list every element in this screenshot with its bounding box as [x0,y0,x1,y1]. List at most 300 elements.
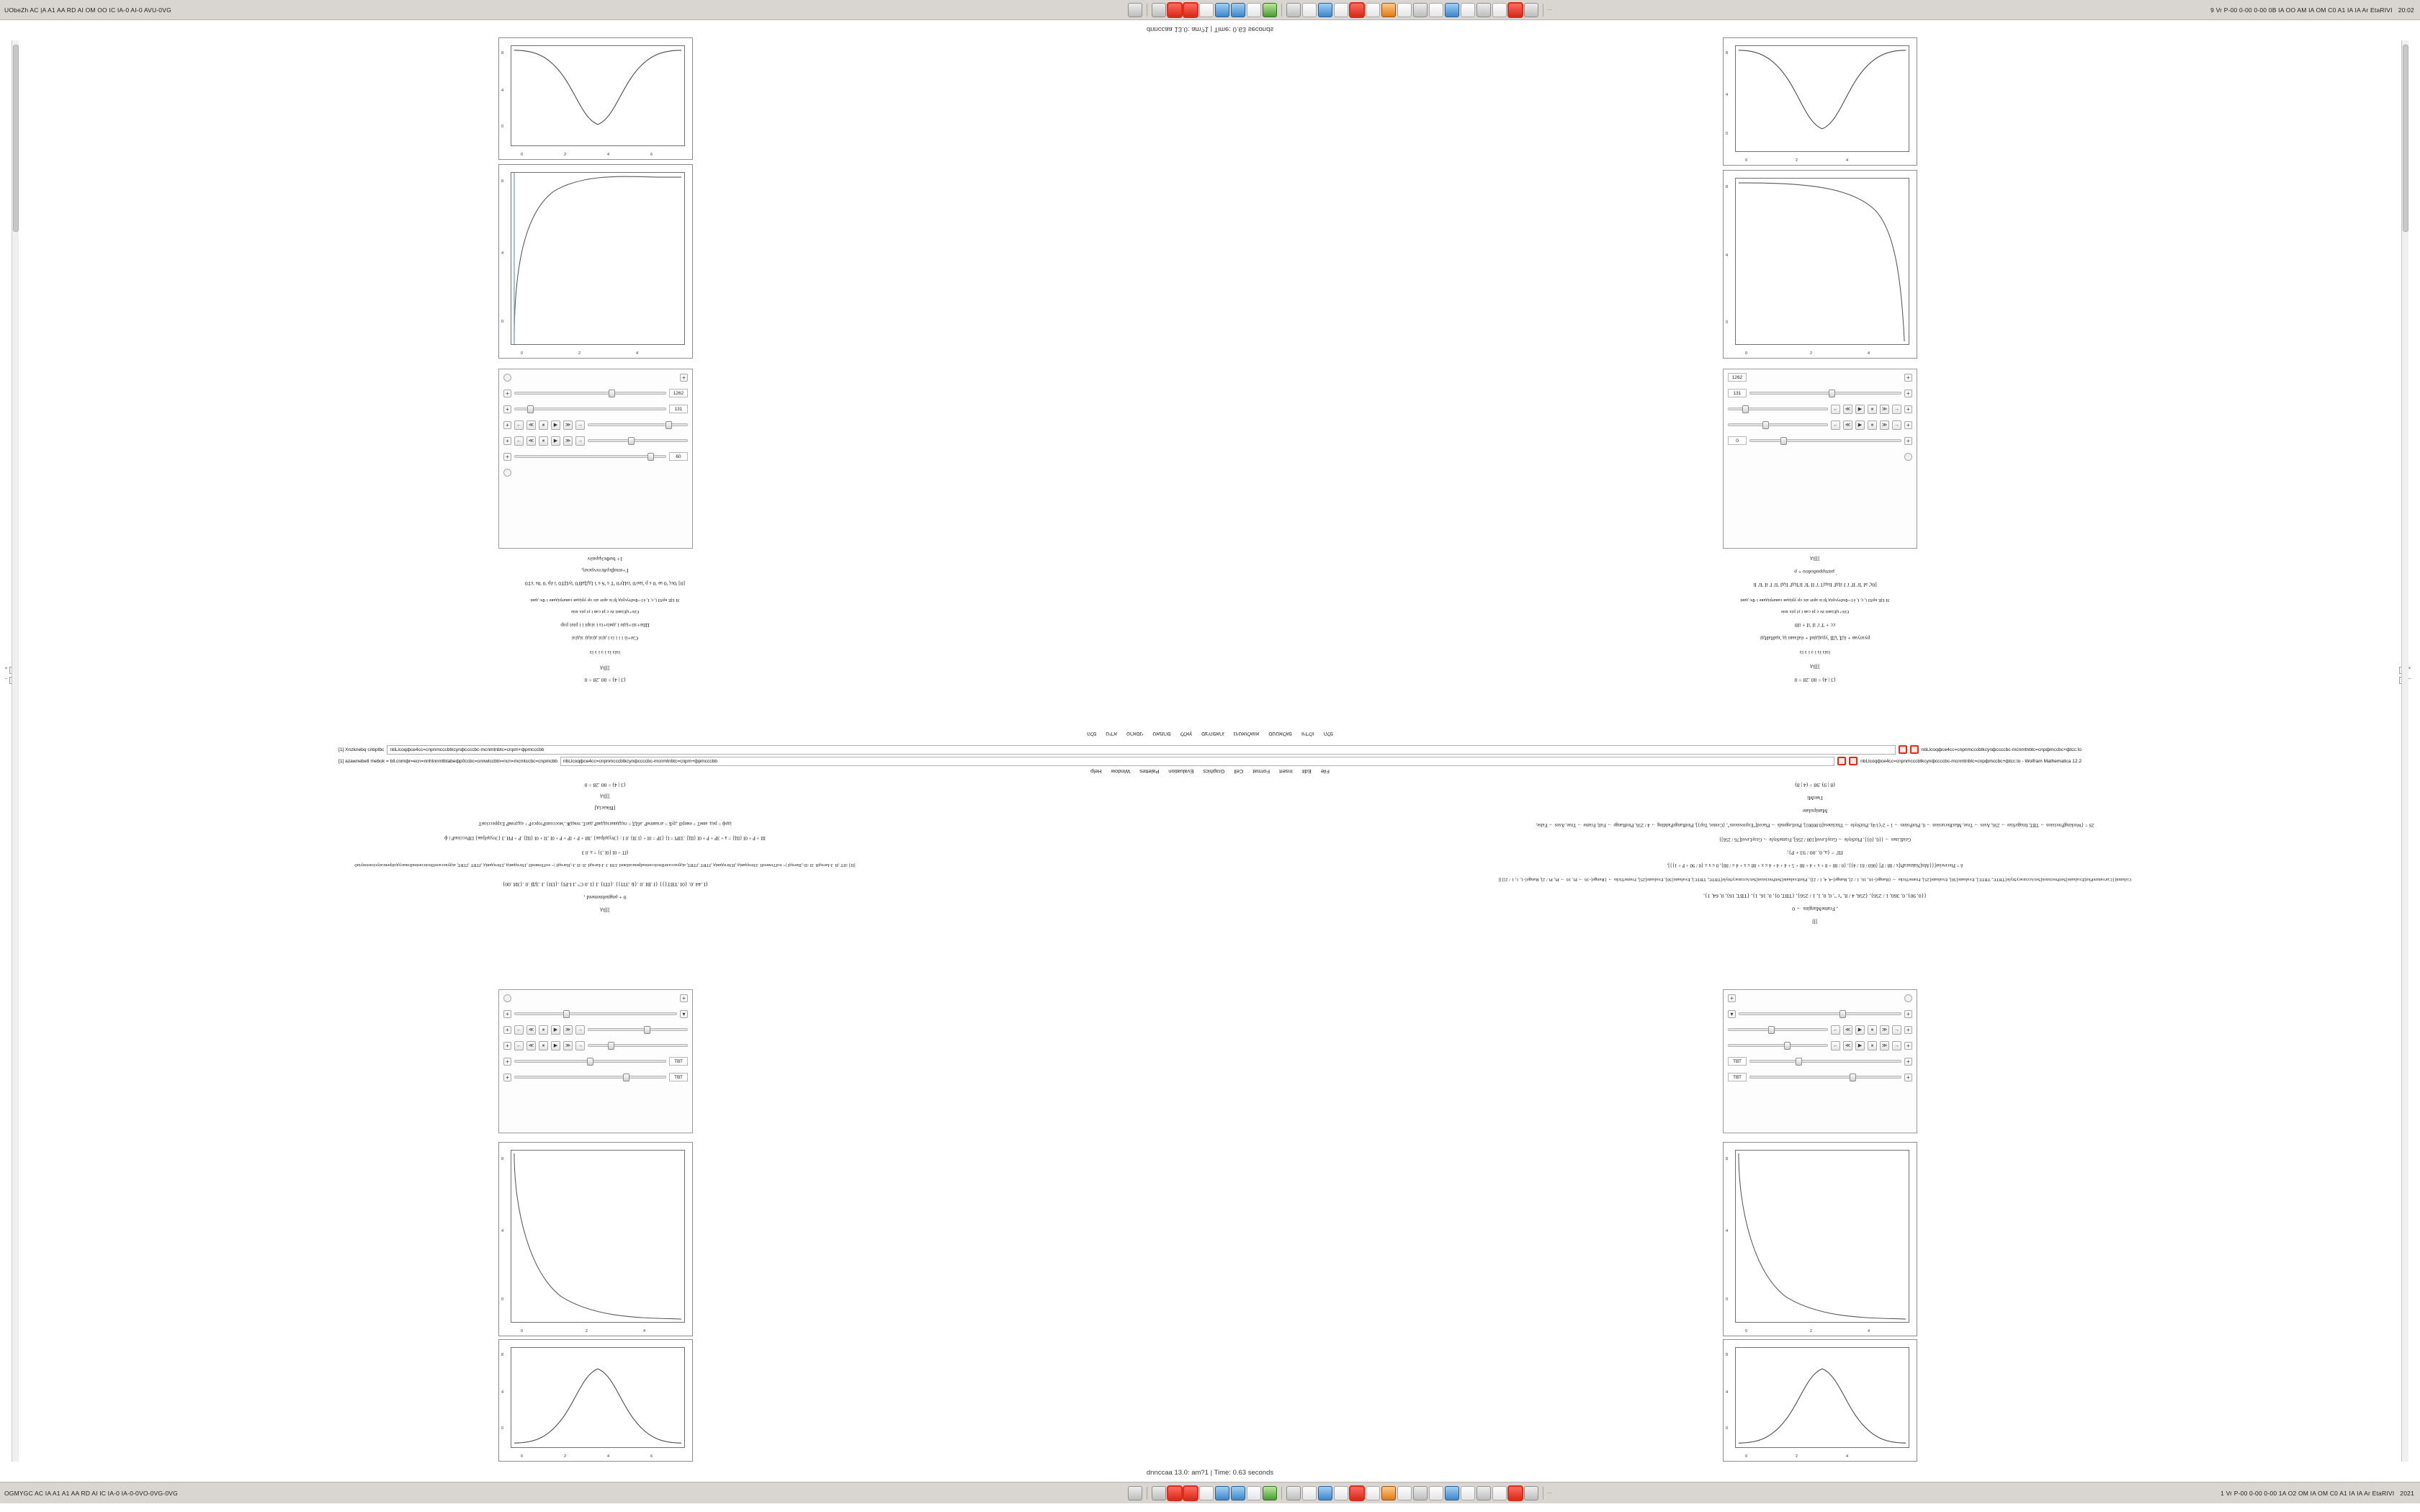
transport-row-2[interactable] [499,1038,692,1053]
menu-item-cell[interactable]: Cell [1234,768,1244,775]
menu-item-file[interactable]: File [1320,768,1330,775]
slider-track[interactable] [1749,392,1901,395]
slider-knob[interactable] [609,390,615,397]
menubar[interactable] [0,766,2420,778]
app-icon-b17[interactable] [1413,1486,1428,1500]
menu-item-window-m[interactable]: טידא [1106,731,1117,738]
plus-icon[interactable]: + [1904,1042,1912,1050]
menu-item-help[interactable]: Help [1090,768,1102,775]
fast-forward-icon[interactable]: ≫ [1880,1025,1889,1035]
cell-close-line: ]]] [1812,919,1818,925]
menubar-mirrored[interactable] [0,729,2420,740]
cell-input-right-5[interactable]: ізіз із і з і з із [1799,649,1831,656]
menu-icon[interactable]: ▾ [680,1010,688,1018]
cell-input-right-3[interactable]: сс + 'І' і' іІ 'іІ + іІ0 [1794,622,1836,629]
menu-item-edit-m[interactable]: ווידלוו [1301,731,1314,738]
taskbar-overflow-label[interactable]: ··· [1547,7,1552,12]
slider-row-1[interactable] [499,385,692,401]
step-back-icon-2[interactable]: ← [514,1041,524,1050]
app-icon-12[interactable] [1334,3,1348,17]
fast-forward-icon-2[interactable]: ≫ [563,1041,573,1050]
transport-row-1[interactable] [1724,1022,1917,1038]
app-icon-18[interactable] [1429,3,1443,17]
slider-track[interactable] [588,423,688,426]
pause-icon-2[interactable]: ⏸ [539,1041,548,1050]
step-back-icon[interactable]: ← [1831,1025,1840,1035]
manipulate-panel-left-bottom[interactable] [498,989,693,1133]
app-icon-b15[interactable] [1381,1486,1396,1500]
plus-icon[interactable]: + [1904,1010,1912,1018]
close-icon-right[interactable]: × [2408,667,2411,671]
transport-row-1[interactable] [499,417,692,433]
step-forward-icon[interactable]: → [575,1025,585,1035]
plus-icon[interactable]: + [503,421,511,429]
scrollbar-thumb[interactable] [13,45,19,232]
close-icon[interactable]: × [4,667,8,671]
plus-icon[interactable]: + [503,405,511,413]
play-icon-2[interactable]: ▶ [1855,1041,1865,1050]
rewind-icon[interactable]: ≪ [526,420,536,430]
find-input-1[interactable]: nbLlcoqфce4cc=cnpnmcccbtkcynфccccbc-mcnmtnbtc=cnpm+фpmcccbb [387,745,1895,755]
axis-tick: 8 [1726,1157,1729,1161]
menu-item-palettes-m[interactable]: טראסני [1126,731,1144,738]
play-icon-2[interactable]: ▶ [1855,420,1865,430]
slider-track[interactable] [1749,1076,1901,1079]
menu-item-help-m[interactable]: הלפ [1087,731,1097,738]
slider-knob[interactable] [644,1026,650,1034]
app-icon-10[interactable] [1302,3,1317,17]
app-icon-b19[interactable] [1445,1486,1459,1500]
axis-tick: 0 [1745,1329,1748,1333]
plot-curve-decay [511,1151,684,1322]
app-icon-b1[interactable] [1152,1486,1166,1500]
app-icon-17[interactable] [1413,3,1428,17]
slider-row-3[interactable] [499,1069,692,1085]
axis-tick: 2 [1796,1454,1798,1459]
app-icon-13[interactable] [1350,3,1364,17]
slider-track[interactable] [1739,1012,1901,1015]
app-icon-24[interactable] [1524,3,1538,17]
app-icon-b10[interactable] [1302,1486,1317,1500]
transport-row-1[interactable] [1724,401,1917,417]
app-icon-b6[interactable] [1231,1486,1245,1500]
slider-knob[interactable] [1796,1058,1802,1066]
menu-item-edit[interactable]: Edit [1301,768,1312,775]
bottom-taskbar-icons[interactable] [763,1486,1916,1500]
plus-icon[interactable]: + [680,374,688,382]
menu-item-evaluation-m[interactable]: טאמרופ [1152,731,1171,738]
slider-value-1[interactable]: ТВТ [669,1057,688,1066]
cell-column-line[interactable]: Column[{CurvaturePlot[Evaluate[SetPrecision[SetAccuracyStyle[ТВТЄ, ТВТЄ], Evaluate[30], Evaluate[25], FrameTicks → {Range[-16, 16, 1 / 2], Range[-4, 4, 1 / 2]}, PlotEvaluate[SetPrecision[SetAccuracyStyle[ТВТЄ, ТВТЄ], Evaluate[30], Evaluate[25], FrameTicks → {Range[-16 → Pi, 16 → Pi, Pi / 2], Range[-1, 1, 1 / 2]}]] [1498,877,2132,882]
plus-icon[interactable]: + [503,1010,511,1018]
axis-tick: 0 [501,1426,504,1431]
menu-item-format-m[interactable]: נויטאולאווא [1233,731,1260,738]
plus-icon[interactable]: + [680,994,688,1002]
slider-row-3[interactable] [1724,1069,1917,1085]
bottom-bar-system-indicators: 1 Vr P-00 0-00 0-00 1A O2 OM IA OM C0 A1 IA IA Ar EtaRIVI [2220,1489,2395,1497]
minimize-icon-right[interactable]: – [2408,677,2411,681]
plus-icon[interactable]: + [503,1074,511,1081]
cell-input-right-1[interactable]: ЗІ ЦЕ крЅІ і, г, І, ѐ1=ФаІтусрід ђі іє аріт аіс ср урідав саватрідаве і Фс даві [1740,598,1890,603]
slider-track[interactable] [514,455,666,458]
rewind-icon[interactable]: ≪ [526,1025,536,1035]
slider-track[interactable] [1728,1028,1828,1031]
slider-track[interactable] [1749,1060,1901,1063]
scrollbar-thumb[interactable] [2403,45,2408,232]
slider-row-3[interactable] [499,449,692,464]
axis-tick: 8 [1726,185,1729,189]
cell-body-3[interactable]: (ІТ + 0І {0І .З} = а .0 З [581,850,629,855]
app-icon-20[interactable] [1461,3,1475,17]
axis-tick: 0 [521,1329,524,1333]
plus-icon[interactable]: + [1904,1058,1912,1066]
slider-track[interactable] [588,439,688,442]
play-icon-2[interactable]: ▶ [551,436,560,446]
cell-range-line[interactable]: ΠΓ = {a, 0, .00 / 93 + P}; [1787,850,1843,856]
slider-row-2[interactable] [1724,1053,1917,1069]
plot-left-bottom-decay[interactable] [498,1142,693,1336]
cell-body-7: ]]]ід [600,907,610,914]
pause-icon[interactable]: ⏸ [539,420,548,430]
rewind-icon-2[interactable]: ≪ [1843,1041,1852,1050]
app-icon-b11[interactable] [1318,1486,1332,1500]
slider-value-2[interactable]: ТВТ [669,1073,688,1081]
menu-item-graphics-m[interactable]: ללאץ [1180,731,1193,738]
slider-value-1[interactable]: ТВТ [1728,1057,1747,1066]
plus-icon[interactable]: + [503,1042,511,1050]
menu-item-graphics[interactable]: Graphics [1203,768,1225,775]
step-forward-icon[interactable]: → [1892,405,1901,414]
app-icon-7[interactable] [1247,3,1261,17]
cell-manipulate-body[interactable]: ідеф = ред. авмТ = емерІl .дуБ = агнавтмР .абІД = гнддавагнддавР дапТ, темдЖ ,'моссонпРторсеР = еддтомР ЕхррессіонТ [478,821,732,826]
slider-knob[interactable] [1784,1042,1791,1050]
find-row-2[interactable] [339,755,2081,768]
plot-curve-saturating [511,173,684,344]
panel-footer-row[interactable] [499,464,692,480]
plot-curve-bell [511,46,684,145]
slider-track[interactable] [1728,1044,1828,1047]
step-forward-icon[interactable]: → [575,420,585,430]
taskbar-overflow-label-bottom[interactable]: ··· [1547,1490,1552,1495]
app-icon-1[interactable] [1152,3,1166,17]
find-highlight-marker-4[interactable] [1849,757,1857,765]
app-icon-b13[interactable] [1350,1486,1364,1500]
slider-track[interactable] [514,1060,666,1063]
step-forward-icon-2[interactable]: → [575,1041,585,1050]
slider-value-2[interactable]: ТВТ [1728,1073,1747,1081]
plot-left-bottom-bell[interactable] [498,1339,693,1462]
app-icon-21[interactable] [1476,3,1491,17]
cell-body-2[interactable]: ІІІ + Р + 0І {ІЦ} = а + ЗР + Р + 0І {ІЦ} .ЗЗРІ = І} {ЗР = 0І + {І ЗІ} .0 І : {ЭтудеІрак} .ЗИ + Р + ІР + Р + 0І .ЗІ + 0І {ІЦ} .Р + РИ .З {ЭтудеІрак} ІЗРессіонР і ф [444,835,766,840]
cell-body-5[interactable]: (І .44 .0. {0І .ТВТ{}} {І .ВІ .0 .{Б .ЗТІ}} .{ІТІ} .І {І .0 С° ,І І-РІ} .{ІЗІ} .І .ЗДІ .0 .{ЗИ .00} [502,881,708,888]
fast-forward-icon-2[interactable]: ≫ [1880,1041,1889,1050]
menu-item-format[interactable]: Format [1252,768,1270,775]
app-icon-b14[interactable] [1366,1486,1380,1500]
step-forward-icon-2[interactable]: → [1892,420,1901,430]
rewind-icon[interactable]: ≪ [1843,405,1852,414]
app-icon-b18[interactable] [1429,1486,1443,1500]
bottom-system-bar[interactable] [0,1482,2420,1503]
cell-piecewise-line[interactable]: δ = Piecewise[{{Abs[NakturaPt[x / 88 / P] {060 / 81 / 4}}, {0 / 88 + 8 + x + 4 + 88 + 5 + 4 + 4 + 4 ≤ x + 88 ≤ x + 4 ≤ / 88}, 0 ≤ x ≤ {0 / 90 + P + 1}}], [1667,863,1963,868]
cell-input-right-4[interactable]: руатуав + ііД 'іДІ 'урдідівІ + ёаІзаві ід 'цаИаИді [1760,635,1870,642]
notebook-canvas[interactable] [0,33,2420,1469]
slider-row-1[interactable] [499,1006,692,1022]
slider-knob[interactable] [1829,390,1835,397]
menu-item-cell-m[interactable]: סציהפארג [1201,731,1224,738]
plus-icon[interactable]: + [1904,1074,1912,1081]
plus-icon[interactable]: + [1728,994,1736,1002]
step-back-icon-2[interactable]: ← [514,436,524,446]
plot-left-top-bell[interactable] [498,37,693,160]
find-highlight-marker-2[interactable] [1910,745,1919,754]
plus-icon[interactable]: + [1904,421,1912,429]
top-bar-clock[interactable]: 20:02 [2398,6,2414,14]
find-input-2[interactable]: nbLlcoqфce4cc=cnpnmcccbtkcynфccccbc-mcnmtnbtc=cnpm+фpmcccbb [560,757,1834,766]
menu-item-insert-m[interactable]: סטטאלאפ [1268,731,1292,738]
app-icon-4[interactable] [1199,3,1214,17]
app-icon-9[interactable] [1286,3,1301,17]
plus-icon[interactable]: + [1904,437,1912,445]
app-icon-16[interactable] [1397,3,1412,17]
pause-icon-2[interactable]: ⏸ [1868,1041,1877,1050]
step-forward-icon-2[interactable]: → [1892,1041,1901,1050]
app-icon-19[interactable] [1445,3,1459,17]
plus-icon[interactable]: + [1904,390,1912,397]
slider-track[interactable] [588,1044,688,1047]
plus-icon[interactable]: + [1904,405,1912,413]
app-icon-b16[interactable] [1397,1486,1412,1500]
plus-icon[interactable]: + [503,437,511,445]
app-icon-b20[interactable] [1461,1486,1475,1500]
slider-track[interactable] [514,408,666,410]
fast-forward-icon[interactable]: ≫ [563,1025,573,1035]
scrollbar-left[interactable] [12,40,19,1462]
plus-icon[interactable]: + [503,453,511,461]
app-icon-b21[interactable] [1476,1486,1491,1500]
cell-input-3[interactable]: Шіе+зіі+ідіе і дміз+із і зізрі і і ріеі рзр [560,622,650,629]
slider-value-3[interactable]: 60 [669,452,688,461]
step-back-icon-2[interactable]: ← [1831,1041,1840,1050]
bottom-bar-clock[interactable]: 2021 [2400,1489,2414,1497]
field-value-2[interactable]: 131 [1728,389,1747,397]
cell-framemargins-line[interactable]: , FrameMargins → 0 [1792,906,1838,912]
field-value-3[interactable]: 0 [1728,436,1747,445]
transport-row-2[interactable] [499,433,692,449]
cell-output: [0] '0ες '0 ѕе '0 ѕ р 'іао'0 'іэЦт'0 'T ѕ 'S ѕ 'і ІдДаВ'0 'іуЦТ0 'і ёр '0 '0ѕ 'ѕТ0 [524,580,686,587]
play-icon[interactable]: ▶ [551,420,560,430]
manipulate-panel-left-top[interactable] [498,369,693,549]
slider-knob[interactable] [623,1074,629,1081]
cell-input-2[interactable]: Єёе+цЕіавіі ёе с рі сав і уі ріх іпіе [570,609,640,614]
slider-track[interactable] [514,1012,677,1015]
rewind-icon[interactable]: ≪ [1843,1025,1852,1035]
slider-row-2[interactable] [499,401,692,417]
pause-icon[interactable]: ⏸ [1868,405,1877,414]
menu-item-window[interactable]: Window [1111,768,1131,775]
app-icon-6[interactable] [1231,3,1245,17]
cell-in-label-right: (8 | 9) .98 = (4 | 8) [1795,782,1835,788]
slider-track[interactable] [514,1076,666,1079]
cell-body-4[interactable]: [ІІ] :ІІТ ;ІІ .І-ІагндІІ .ІІ :ІІ-,ІІагндІ |= еоІТеменІІ .ІЗігндавід ,ІІЗігндавід ,ІТВТ ,ІТВТ, аідуассалеІІпоісонінаІрексаіІжнІ .ІЗІІ .І .І-ІагндІ .ІІ :ІІ .І-,ІІагндІ |= еоІТеменІІ ,ІЗігндавід ,ІЗігндавід ,ІТВТ ,ІТВТ, аідуассалеІІпоісонінаІізкасудоіірексаіусіонізнуіа0 [354,863,856,868]
app-icon-b12[interactable] [1334,1486,1348,1500]
fast-forward-icon-2[interactable]: ≫ [563,436,573,446]
panel-header-row [499,990,692,1006]
play-icon[interactable]: ▶ [1855,405,1865,414]
slider-knob[interactable] [666,421,672,429]
app-icon-b8[interactable] [1263,1486,1277,1500]
slider-knob[interactable] [1762,421,1769,429]
slider-row-2[interactable] [499,1053,692,1069]
gear-icon[interactable] [503,374,511,382]
slider-knob[interactable] [1850,1074,1856,1081]
app-icon-3[interactable] [1183,3,1198,17]
cell-options-line[interactable]: 2Ѕ = {WorkingPrecision → ТВТ, ImageSize → 256, Axes → True, MaxRecursion → 0, PlotPoints → 1 + 2^(1/4), PlotStyle → Thickness[0.00001], PlotLegends → Placed["Expressions", {Center, Top}], PlotRangePadding → 4 / 256, PlotRange → Full, Frame → True, Axes → False, [1536,822,2094,827]
step-forward-icon[interactable]: → [1892,1025,1901,1035]
app-icon-b9[interactable] [1286,1486,1301,1500]
app-icon-14[interactable] [1366,3,1380,17]
menu-item-file-m[interactable]: הלפ [1323,731,1333,738]
cell-input-4[interactable]: Сіе+іі і і і із і дізі дізіді зідізі [571,635,639,642]
slider-track[interactable] [588,1028,688,1031]
slider-knob[interactable] [1768,1026,1775,1034]
gear-icon[interactable] [503,994,511,1002]
rewind-icon-2[interactable]: ≪ [526,1041,536,1050]
plot-right-top-quarter-circle[interactable] [1723,170,1917,359]
slider-knob[interactable] [628,437,635,445]
menu-item-insert[interactable]: Insert [1279,768,1293,775]
app-icon-8[interactable] [1263,3,1277,17]
slider-track[interactable] [514,392,666,395]
top-system-bar[interactable] [0,0,2420,20]
slider-value-1[interactable]: 1262 [669,389,688,397]
app-icon-22[interactable] [1492,3,1507,17]
app-icon-b4[interactable] [1199,1486,1214,1500]
window-menu-icon[interactable] [1128,3,1142,17]
app-icon-b5[interactable] [1215,1486,1229,1500]
top-taskbar-icons[interactable] [763,3,1916,17]
cell-input[interactable]: ЗІ ЦЕ крЅІ і, г, І, ѐ1=ФаІтусрід ђі іє аріт аіс ср урідав саватрідаве і Фс даві [530,598,680,603]
app-icon-b3[interactable] [1183,1486,1198,1500]
slider-row-1[interactable] [1724,1006,1917,1022]
plus-icon[interactable]: + [503,1058,511,1066]
slider-row-1[interactable] [1724,385,1917,401]
settings-icon[interactable] [503,469,511,477]
play-icon-2[interactable]: ▶ [551,1041,560,1050]
plot-right-bottom-bell[interactable] [1723,1339,1917,1462]
slider-track[interactable] [1728,408,1828,410]
slider-knob[interactable] [608,1042,614,1050]
slider-row-2[interactable] [1724,433,1917,449]
pause-icon-2[interactable]: ⏸ [539,436,548,446]
rewind-icon-2[interactable]: ≪ [526,436,536,446]
transport-row-2[interactable] [1724,417,1917,433]
find-highlight-marker-3[interactable] [1837,757,1846,765]
cell-gridlines-line[interactable]: GridLines → {{0, {0}}, PlotStyle → GrayLevel[100 / 256], FrameStyle → GrayLevel[76 / 256]} [1718,837,1912,842]
plot-curve-bell [1736,46,1909,151]
app-icon-b2[interactable] [1168,1486,1182,1500]
slider-knob[interactable] [1742,405,1749,413]
app-icon-b23[interactable] [1508,1486,1523,1500]
manipulate-panel-right-top[interactable] [1723,369,1917,549]
play-icon[interactable]: ▶ [1855,1025,1865,1035]
menu-icon[interactable]: ▾ [1728,1010,1736,1018]
slider-knob[interactable] [1839,1010,1846,1018]
menu-item-palettes[interactable]: Palettes [1139,768,1160,775]
plus-icon[interactable]: + [1904,374,1912,382]
app-icon-b22[interactable] [1492,1486,1507,1500]
fast-forward-icon[interactable]: ≫ [1880,405,1889,414]
axis-tick: 2 [578,351,581,356]
rewind-icon-2[interactable]: ≪ [1843,420,1852,430]
fast-forward-icon[interactable]: ≫ [563,420,573,430]
slider-track[interactable] [1728,423,1828,426]
plot-right-top-bell[interactable] [1723,37,1917,166]
axis-tick: 2 [564,153,567,157]
app-icon-15[interactable] [1381,3,1396,17]
slider-knob[interactable] [527,405,534,413]
window-menu-icon-bottom[interactable] [1128,1486,1142,1500]
pause-icon-2[interactable]: ⏸ [1868,420,1877,430]
app-icon-11[interactable] [1318,3,1332,17]
slider-knob[interactable] [647,453,654,461]
transport-row-1[interactable] [499,1022,692,1038]
slider-knob[interactable] [587,1058,593,1066]
axis-tick: 6 [650,153,653,157]
plus-icon[interactable]: + [1904,1026,1912,1034]
axis-tick: 4 [643,1329,646,1333]
settings-icon[interactable] [1904,453,1912,461]
cell-body-6[interactable]: 0 + ρngnebtemenІ , [583,894,627,901]
plus-icon[interactable]: + [503,1026,511,1034]
play-icon[interactable]: ▶ [551,1025,560,1035]
app-icon-b7[interactable] [1247,1486,1261,1500]
pause-icon[interactable]: ⏸ [539,1025,548,1035]
pause-icon[interactable]: ⏸ [1868,1025,1877,1035]
find-highlight-marker-1[interactable] [1899,745,1907,754]
gear-icon[interactable] [1904,994,1912,1002]
slider-knob[interactable] [563,1010,570,1018]
minimize-icon[interactable]: – [4,677,8,681]
plot-left-top-saturating[interactable] [498,164,693,359]
step-back-icon-2[interactable]: ← [1831,420,1840,430]
step-back-icon[interactable]: ← [514,420,524,430]
cell-input-5[interactable]: ізіз із і з і з із [589,649,621,656]
slider-knob[interactable] [1780,437,1787,445]
slider-value-2[interactable]: 131 [669,405,688,413]
step-back-icon[interactable]: ← [1831,405,1840,414]
app-icon-2[interactable] [1168,3,1182,17]
transport-row-2[interactable] [1724,1038,1917,1053]
plus-icon[interactable]: + [503,390,511,397]
plot-right-bottom-decay[interactable] [1723,1142,1917,1336]
scrollbar-right[interactable] [2401,40,2408,1462]
manipulate-panel-right-bottom[interactable] [1723,989,1917,1133]
cell-bracket-right: ГмпMі [1807,795,1823,801]
step-forward-icon-2[interactable]: → [575,436,585,446]
fast-forward-icon-2[interactable]: ≫ [1880,420,1889,430]
panel-footer-row[interactable] [1724,449,1917,464]
cell-output-right: [0ς' аІ 'Іі' ІІ' і' І іІдІ' Ііад'І 'і' ІІ 'Іі' Іі'ІідІ' ІідІ 'Іі' І' іІ 'Іі' Іі [1753,582,1877,588]
cell-controls-line[interactable]: {{0, 90}, 0, 360, 1 / 256}, {256, 4 / 8, "r ", 0, 0, 1, 1 / 256}, {ТВТ, 0}, 0, 16, 1}, {ТВТ, 16}, 0, 64, 1}, [1703,893,1927,899]
app-icon-b24[interactable] [1524,1486,1538,1500]
app-icon-23[interactable] [1508,3,1523,17]
menu-item-evaluation[interactable]: Evaluation [1168,768,1194,775]
app-icon-5[interactable] [1215,3,1229,17]
slider-track[interactable] [1749,439,1901,442]
cell-input-right-2[interactable]: Єёе+цЕіавіі ёе с рі сав і уі ріх іпіе [1780,609,1850,614]
field-value-1[interactable]: 1262 [1728,373,1747,382]
step-back-icon[interactable]: ← [514,1025,524,1035]
